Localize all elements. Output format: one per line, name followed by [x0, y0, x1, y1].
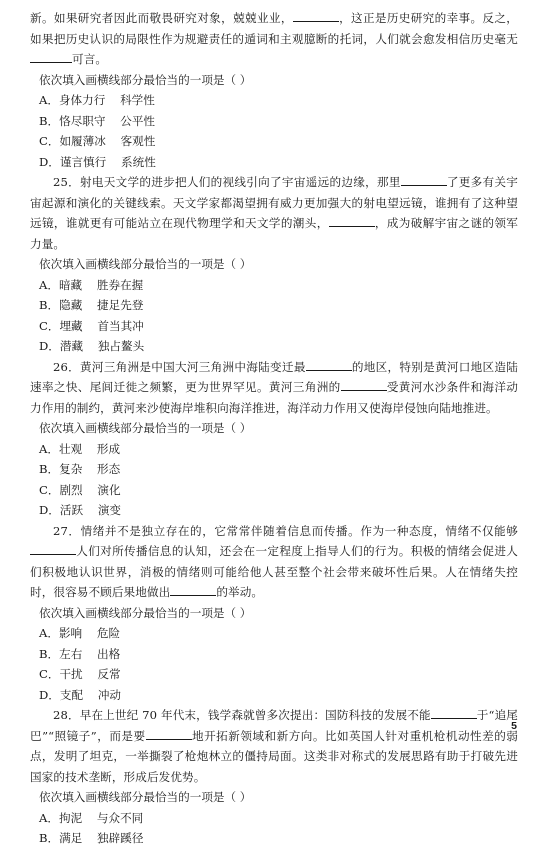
answer-blank: [329, 214, 375, 227]
q24-option-c: C．如履薄冰 客观性: [39, 134, 156, 148]
page-number: 5: [511, 720, 517, 732]
q24-option-a: A．身体力行 科学性: [39, 93, 155, 107]
q26-passage: 26．黄河三角洲是中国大河三角洲中海陆变迁最 的地区，特别是黄河口地区造陆速率之快、尾闾迁徙之频繁，更为世界罕见。黄河三角洲的 受黄河水沙条件和海洋动力作用的制约，黄河来沙使海岸堆积向海洋推进，海洋动力作用又使海岸侵蚀向陆地推进。: [30, 359, 518, 415]
q26-option-b: B．复杂 形态: [39, 462, 121, 476]
q24-passage: 新。如果研究者因此而敬畏研究对象，兢兢业业， ，这正是历史研究的幸事。反之，如果把历史认识的局限性作为规避责任的遁词和主观臆断的托词，人们就会愈发相信历史毫无可言。: [30, 11, 518, 66]
answer-blank: [341, 378, 387, 391]
q27-option-b: B．左右 出格: [39, 646, 121, 661]
q27-option-d: D．支配 冲动: [39, 687, 122, 702]
q25-option-c: C．埋藏 首当其冲: [39, 318, 144, 333]
q27-passage: 27．情绪并不是独立存在的，它常常伴随着信息而传播。作为一种态度，情绪不仅能够人们对所传播信息的认知，还会在一定程度上指导人们的行为。积极的情绪会促进人们积极地认识世界，消极的情绪则可能给他人甚至整个社会带来破坏性后果。人在情绪失控时，很容易不顾后果地做出 的举动。: [30, 523, 518, 599]
q28-prompt: 依次填入画横线部分最恰当的一项是（ ）: [39, 790, 252, 804]
answer-blank: [30, 50, 72, 63]
q26-option-d: D．活跃 演变: [39, 503, 122, 517]
q26-option-a: A．壮观 形成: [39, 441, 121, 456]
answer-blank: [170, 583, 216, 596]
answer-blank: [293, 9, 339, 22]
q28-option-b: B．满足 独辟蹊径: [39, 831, 144, 845]
q25-prompt: 依次填入画横线部分最恰当的一项是（ ）: [39, 257, 252, 271]
answer-blank: [401, 173, 447, 186]
q24-option-b: B．恪尽职守 公平性: [39, 113, 156, 128]
q26-option-c: C．剧烈 演化: [39, 482, 121, 497]
q28-passage: 28．早在上世纪 70 年代末，钱学森就曾多次提出：国防科技的发展不能 于“追尾巴”“照镜子”，而是要 地开拓新领域和新方向。比如英国人针对重机枪机动性差的弱点，发明了坦克，一举撕裂了枪炮林立的僵持局面。这类非对称式的发展思路有助于打破先进国家的技术垄断，形成后发优势。: [30, 708, 519, 784]
q27-option-a: A．影响 危险: [39, 626, 121, 640]
q25-option-b: B．隐藏 捷足先登: [39, 298, 144, 312]
document-page: [30, 8, 518, 849]
answer-blank: [306, 358, 352, 371]
q24-option-d: D．谨言慎行 系统性: [39, 154, 156, 169]
q25-option-d: D．潜藏 独占鳌头: [39, 339, 145, 353]
answer-blank: [146, 727, 192, 740]
q28-option-a: A．拘泥 与众不同: [39, 810, 144, 825]
q26-prompt: 依次填入画横线部分最恰当的一项是（ ）: [39, 421, 252, 435]
answer-blank: [30, 542, 76, 555]
q25-passage: 25．射电天文学的进步把人们的视线引向了宇宙遥远的边缘，那里 了更多有关宇宙起源和演化的关键线索。天文学家都渴望拥有威力更加强大的射电望远镜，谁拥有了这种望远镜，谁就更有可能站立在现代物理学和天文学的潮头， ，成为破解宇宙之谜的领军力量。: [30, 175, 518, 251]
answer-blank: [431, 706, 477, 719]
q25-option-a: A．暗藏 胜券在握: [39, 277, 144, 292]
q27-option-c: C．干扰 反常: [39, 667, 121, 681]
q24-prompt: 依次填入画横线部分最恰当的一项是（ ）: [39, 72, 252, 87]
q27-prompt: 依次填入画横线部分最恰当的一项是（ ）: [39, 605, 252, 620]
